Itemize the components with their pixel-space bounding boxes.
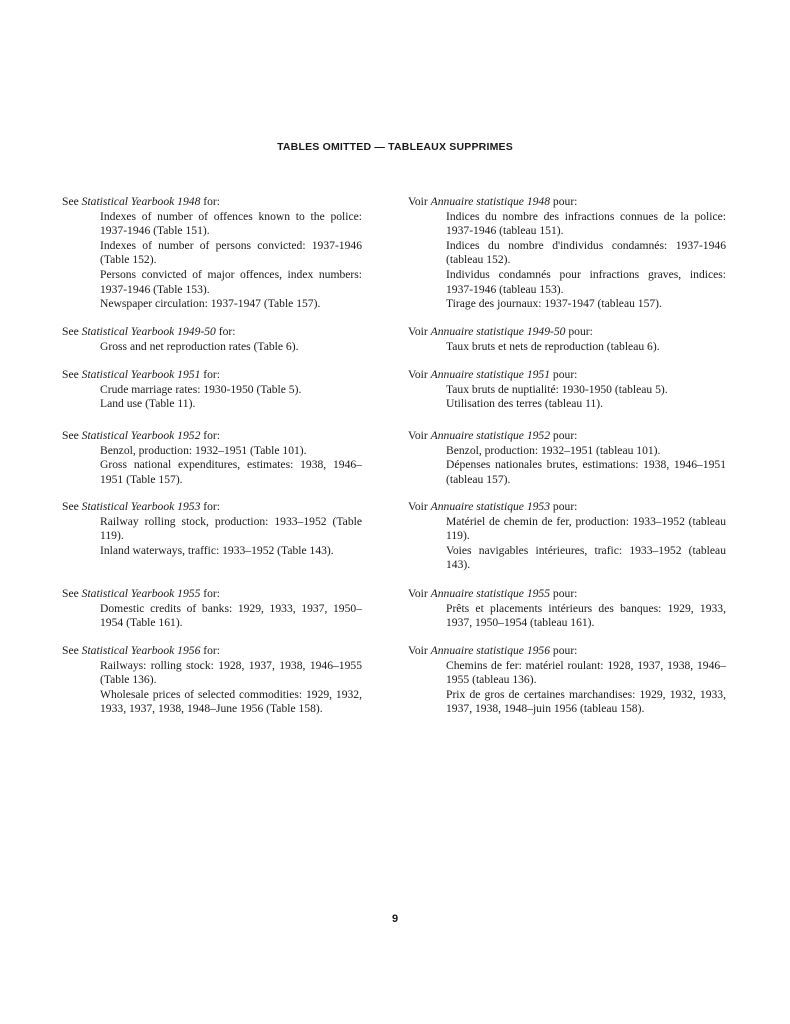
heading-suffix: pour:: [550, 500, 578, 513]
heading-prefix: Voir: [408, 429, 431, 442]
heading-suffix: for:: [200, 368, 221, 381]
french-section-heading: [408, 429, 726, 444]
french-section: [408, 325, 726, 354]
table-entry: Tirage des journaux: 1937-1947 (tableau 157).: [446, 297, 662, 311]
table-entry: Newspaper circulation: 1937-1947 (Table 157).: [100, 297, 321, 311]
table-entry: Indices du nombre d'individus condamnés: 1937-1946 (tableau 152).: [446, 238, 726, 267]
yearbook-title: Annuaire statistique 1951: [430, 368, 551, 381]
heading-suffix: for:: [200, 587, 221, 600]
table-entry: Crude marriage rates: 1930-1950 (Table 5).: [100, 382, 302, 396]
table-entry: Voies navigables intérieures, trafic: 1933–1952 (tableau 143).: [446, 543, 726, 572]
english-section: [62, 195, 362, 312]
heading-prefix: See: [62, 500, 82, 513]
heading-suffix: for:: [215, 325, 236, 338]
heading-prefix: See: [62, 429, 82, 442]
french-section-heading: [408, 644, 726, 659]
heading-prefix: See: [62, 195, 82, 208]
heading-prefix: Voir: [408, 325, 431, 338]
yearbook-title: Annuaire statistique 1956: [430, 644, 551, 657]
english-section-heading: [62, 325, 362, 340]
yearbook-title: Statistical Yearbook 1956: [81, 644, 201, 657]
table-entry: Taux bruts et nets de reproduction (tableau 6).: [446, 339, 660, 353]
heading-prefix: Voir: [408, 587, 431, 600]
heading-prefix: See: [62, 644, 82, 657]
english-section-heading: [62, 429, 362, 444]
heading-prefix: Voir: [408, 195, 431, 208]
heading-suffix: pour:: [550, 429, 578, 442]
yearbook-title: Annuaire statistique 1953: [430, 500, 551, 513]
page-number: 9: [391, 913, 399, 925]
english-section: [62, 644, 362, 717]
yearbook-title: Statistical Yearbook 1948: [81, 195, 201, 208]
table-entry: Indexes of number of offences known to the police: 1937-1946 (Table 151).: [100, 209, 362, 238]
french-section-heading: [408, 587, 726, 602]
table-entry: Domestic credits of banks: 1929, 1933, 1937, 1950–1954 (Table 161).: [100, 601, 362, 630]
english-section: [62, 587, 362, 631]
english-section-heading: [62, 587, 362, 602]
yearbook-title: Statistical Yearbook 1951: [81, 368, 201, 381]
table-entry: Gross and net reproduction rates (Table 6).: [100, 339, 299, 353]
french-section-heading: [408, 195, 726, 210]
heading-suffix: for:: [200, 500, 221, 513]
french-section: [408, 368, 726, 412]
heading-prefix: See: [62, 325, 82, 338]
heading-suffix: for:: [200, 644, 221, 657]
french-section: [408, 195, 726, 312]
table-entry: Individus condamnés pour infractions graves, indices: 1937-1946 (tableau 153).: [446, 267, 726, 296]
yearbook-title: Statistical Yearbook 1953: [81, 500, 201, 513]
english-section-heading: [62, 644, 362, 659]
english-section-heading: [62, 195, 362, 210]
english-section-heading: [62, 368, 362, 383]
heading-suffix: for:: [200, 195, 221, 208]
english-section: [62, 325, 362, 354]
french-section: [408, 500, 726, 573]
heading-suffix: pour:: [550, 644, 578, 657]
page-title: TABLES OMITTED — TABLEAUX SUPPRIMES: [277, 141, 513, 153]
yearbook-title: Statistical Yearbook 1952: [81, 429, 201, 442]
heading-suffix: pour:: [550, 587, 578, 600]
table-entry: Persons convicted of major offences, index numbers: 1937-1946 (Table 153).: [100, 267, 362, 296]
yearbook-title: Statistical Yearbook 1955: [81, 587, 201, 600]
table-entry: Prix de gros de certaines marchandises: 1929, 1932, 1933, 1937, 1938, 1948–juin 1956 (tableau 158).: [446, 687, 726, 716]
french-section: [408, 429, 726, 487]
heading-suffix: pour:: [550, 368, 578, 381]
french-section: [408, 587, 726, 631]
table-entry: Railway rolling stock, production: 1933–1952 (Table 119).: [100, 514, 362, 543]
english-section: [62, 429, 362, 487]
table-entry: Gross national expenditures, estimates: 1938, 1946–1951 (Table 157).: [100, 458, 362, 486]
table-entry: Indices du nombre des infractions connues de la police: 1937-1946 (tableau 151).: [446, 209, 726, 238]
table-entry: Taux bruts de nuptialité: 1930-1950 (tableau 5).: [446, 382, 668, 396]
french-section: [408, 644, 726, 717]
table-entry: Dépenses nationales brutes, estimations: 1938, 1946–1951 (tableau 157).: [446, 458, 726, 486]
english-section-heading: [62, 500, 362, 515]
table-entry: Railways: rolling stock: 1928, 1937, 1938, 1946–1955 (Table 136).: [100, 658, 362, 687]
yearbook-title: Annuaire statistique 1949-50: [430, 325, 566, 338]
table-entry: Land use (Table 11).: [100, 397, 196, 411]
table-entry: Benzol, production: 1932–1951 (Table 101).: [100, 443, 307, 457]
yearbook-title: Annuaire statistique 1952: [430, 429, 551, 442]
table-entry: Wholesale prices of selected commodities: 1929, 1932, 1933, 1937, 1938, 1948–June 1956 (Table 158).: [100, 687, 362, 716]
yearbook-title: Annuaire statistique 1948: [430, 195, 551, 208]
heading-prefix: See: [62, 587, 82, 600]
table-entry: Matériel de chemin de fer, production: 1933–1952 (tableau 119).: [446, 514, 726, 543]
table-entry: Utilisation des terres (tableau 11).: [446, 397, 604, 411]
heading-prefix: Voir: [408, 368, 431, 381]
english-section: [62, 368, 362, 412]
heading-prefix: Voir: [408, 644, 431, 657]
heading-prefix: Voir: [408, 500, 431, 513]
table-entry: Inland waterways, traffic: 1933–1952 (Table 143).: [100, 543, 334, 557]
heading-prefix: See: [62, 368, 82, 381]
heading-suffix: pour:: [565, 325, 593, 338]
table-entry: Chemins de fer: matériel roulant: 1928, 1937, 1938, 1946–1955 (tableau 136).: [446, 658, 726, 687]
french-section-heading: [408, 368, 726, 383]
table-entry: Prêts et placements intérieurs des banques: 1929, 1933, 1937, 1950–1954 (tableau 161).: [446, 601, 726, 630]
table-entry: Benzol, production: 1932–1951 (tableau 101).: [446, 443, 661, 457]
table-entry: Indexes of number of persons convicted: 1937-1946 (Table 152).: [100, 238, 362, 267]
heading-suffix: pour:: [550, 195, 578, 208]
yearbook-title: Statistical Yearbook 1949-50: [81, 325, 216, 338]
french-section-heading: [408, 500, 726, 515]
english-section: [62, 500, 362, 558]
french-section-heading: [408, 325, 726, 340]
yearbook-title: Annuaire statistique 1955: [430, 587, 551, 600]
heading-suffix: for:: [200, 429, 221, 442]
